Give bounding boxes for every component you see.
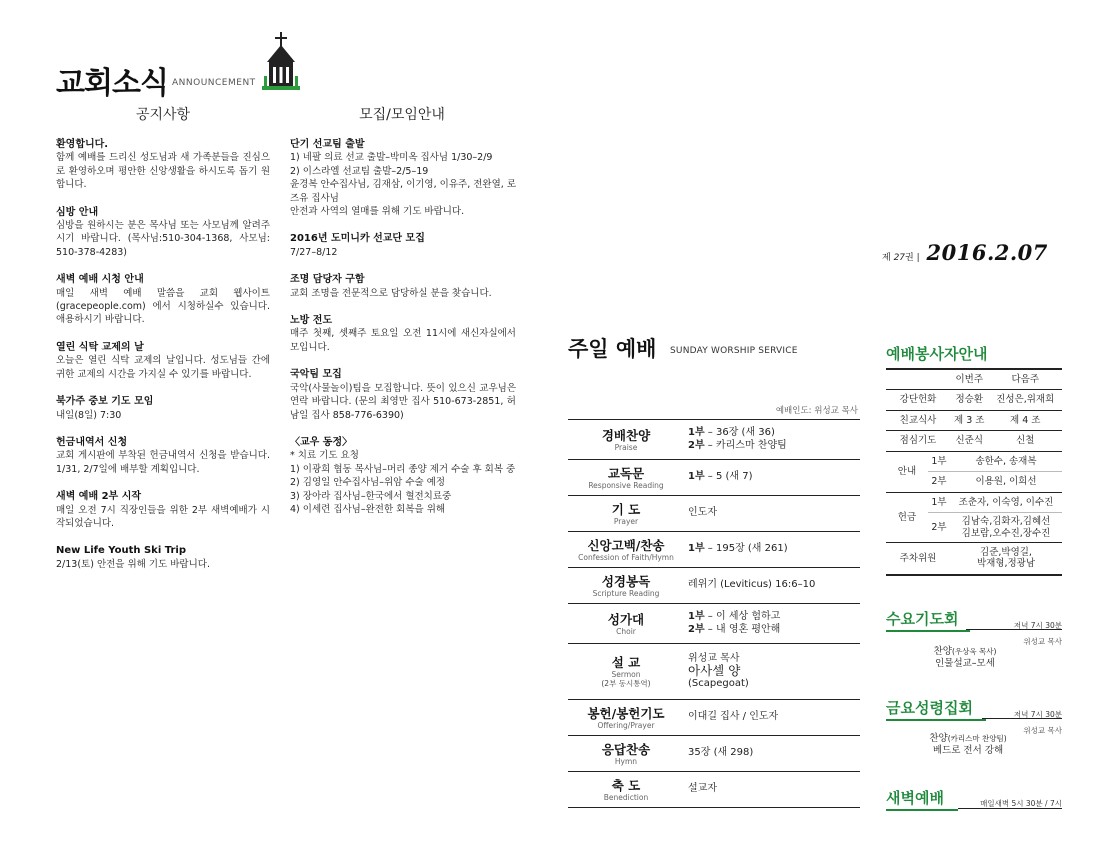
notice-body: 내일(8일) 7:30 xyxy=(56,409,122,421)
friday-program xyxy=(900,733,1036,757)
worship-leader: 예배인도: 위성교 목사 xyxy=(775,406,858,416)
volume-prefix: 제 xyxy=(882,253,891,263)
worship-row xyxy=(568,496,860,532)
role: 점심기도 xyxy=(886,431,950,452)
worship-row xyxy=(568,420,860,460)
worship-item-en: Praise xyxy=(614,442,638,452)
volume-suffix: 권 | xyxy=(905,253,920,263)
part-label: 1부 xyxy=(688,427,705,438)
notice-item xyxy=(56,395,270,422)
dawn-title xyxy=(886,787,944,808)
worship-detail: – 195장 (새 261) xyxy=(704,543,788,555)
worship-item-name: 성가대 xyxy=(607,611,645,627)
worship-detail: 이대길 집사 / 인도자 xyxy=(688,711,779,723)
col-next-week: 다음주 xyxy=(989,369,1062,390)
worship-item-name: 설 교 xyxy=(611,655,641,670)
notice-item xyxy=(56,490,270,530)
program-note: (카리스마 찬양팀) xyxy=(947,734,1007,743)
worship-item-name: 신앙고백/찬송 xyxy=(587,537,665,553)
part-label: 1부 xyxy=(688,471,705,483)
notice-title: 새벽 예배 2부 시작 xyxy=(56,491,142,503)
recruit-title: 〈교우 동정〉 xyxy=(290,436,353,448)
table-row xyxy=(886,369,1062,390)
recruit-item xyxy=(290,314,516,354)
names: 조춘자, 이숙영, 이수진 xyxy=(950,492,1062,513)
notice-body: 오늘은 열린 식탁 교제의 날입니다. 성도님들 간에 귀한 교제의 시간을 가지실 수 있기를 바랍니다. xyxy=(56,355,270,380)
worship-row xyxy=(568,736,860,772)
page-subtitle: ANNOUNCEMENT xyxy=(172,78,256,88)
sermon-title-en: (Scapegoat) xyxy=(688,677,749,689)
worship-detail: 레위기 (Leviticus) 16:6–10 xyxy=(688,579,816,591)
notice-body: 함께 예배를 드리신 성도님과 새 가족분들을 진심으로 환영하오며 평안한 신앙생활을 하시도록 돕기 원합니다. xyxy=(56,152,270,191)
notices-heading: 공지사항 xyxy=(135,107,191,123)
notice-body: 매일 새벽 예배 말씀을 교회 웹사이트 (gracepeople.com) 에서 시청하실수 있습니다. 애용하시기 바랍니다. xyxy=(56,287,270,326)
recruit-item xyxy=(290,436,516,516)
part-label: 1부 xyxy=(688,543,705,555)
notice-title: 심방 안내 xyxy=(56,206,99,218)
wednesday-time: 저녁 7시 30분 xyxy=(1013,621,1062,630)
worship-row xyxy=(568,532,860,568)
notice-title: New Life Youth Ski Trip xyxy=(56,545,186,557)
dawn-title-text: 새벽예배 xyxy=(886,789,944,807)
interpretation-note: (2부 동시통역) xyxy=(601,679,651,688)
worship-row xyxy=(568,604,860,644)
wednesday-program xyxy=(900,646,1030,670)
recruit-body: 국악(사물놀이)팀을 모집합니다. 뜻이 있으신 교우님은 연락 바랍니다. (문의 최영만 집사 510-673-2851, 허남일 집사 858-776-6390) xyxy=(290,382,516,421)
recruit-body: 7/27–8/12 xyxy=(290,246,338,258)
dawn-time: 매일새벽 5시 30분 / 7시 xyxy=(980,799,1062,808)
table-row xyxy=(886,410,1062,431)
program-label: 찬양 xyxy=(929,733,948,744)
worship-row xyxy=(568,772,860,808)
recruit-title: 노방 전도 xyxy=(290,315,333,327)
church-icon xyxy=(262,32,300,90)
preacher: 위성교 목사 xyxy=(688,652,740,664)
wednesday-leader: 위성교 목사 xyxy=(1023,637,1062,646)
role: 헌금 xyxy=(886,492,928,543)
recruit-item xyxy=(290,138,516,218)
wednesday-title xyxy=(886,608,958,629)
recruit-title: 국악팀 모집 xyxy=(290,369,342,381)
col-this-week: 이번주 xyxy=(950,369,989,390)
worship-detail: 인도자 xyxy=(688,507,717,519)
friday-title xyxy=(886,697,973,718)
part-label: 1부 xyxy=(688,611,705,622)
this-week: 신준식 xyxy=(950,431,989,452)
recruit-body: 매주 첫째, 셋째주 토요일 오전 11시에 새신자실에서 모입니다. xyxy=(290,328,516,353)
recruit-title: 단기 선교팀 출발 xyxy=(290,139,365,150)
notice-item xyxy=(56,138,270,192)
servers-table xyxy=(886,368,1062,576)
notice-title: 열린 식탁 교제의 날 xyxy=(56,341,144,353)
worship-item-name: 교독문 xyxy=(607,465,645,481)
program-note: (우상욱 목사) xyxy=(951,647,997,656)
worship-detail: – 5 (새 7) xyxy=(704,471,753,483)
notice-body: 2/13(토) 안전을 위해 기도 바랍니다. xyxy=(56,558,210,570)
notice-item xyxy=(56,544,270,571)
this-week: 제 3 조 xyxy=(950,410,989,431)
servers-title xyxy=(886,343,987,364)
notice-title: 환영합니다. xyxy=(56,139,109,150)
names: 이용원, 이희선 xyxy=(950,472,1062,493)
worship-row xyxy=(568,700,860,736)
worship-item-en: Scripture Reading xyxy=(592,588,660,598)
sermon-title: 아사셀 양 xyxy=(688,663,741,679)
friday-time: 저녁 7시 30분 xyxy=(1013,710,1062,719)
table-row xyxy=(886,431,1062,452)
volume-label xyxy=(882,240,1048,265)
recruit-item xyxy=(290,368,516,422)
worship-item-en: Prayer xyxy=(613,516,639,526)
program-line: 인물설교–모세 xyxy=(935,658,995,669)
worship-detail: – 내 영혼 평안해 xyxy=(704,623,781,635)
table-row xyxy=(886,543,1062,575)
names: 김남숙,김화자,김혜선 김보람,오수진,장수진 xyxy=(950,513,1062,543)
part-label: 2부 xyxy=(688,623,705,635)
worship-item-en: Responsive Reading xyxy=(588,480,664,490)
worship-row xyxy=(568,568,860,604)
recruit-body: * 치료 기도 요청 1) 이광희 협동 목사님–머리 종양 제거 수술 후 회복 중 2) 김영일 안수집사님–위암 수술 예정 3) 장아라 집사님–한국에서 혈전치료중 4) 이세련 집사님–완전한 회복을 위해 xyxy=(290,450,516,515)
issue-date: 2016.2.07 xyxy=(926,240,1048,265)
notices-column xyxy=(56,138,270,585)
title-rule xyxy=(886,630,970,632)
names: 송한수, 송재복 xyxy=(950,451,1062,472)
wednesday-title-text: 수요기도회 xyxy=(886,610,959,628)
worship-item-name: 봉헌/봉헌기도 xyxy=(587,705,665,721)
recruit-heading: 모집/모임안내 xyxy=(359,107,445,123)
worship-detail: 설교자 xyxy=(688,783,717,795)
volume-number: 27 xyxy=(893,253,906,263)
worship-item-name: 응답찬송 xyxy=(601,741,651,757)
notice-body: 교회 게시판에 부착된 헌금내역서 신청을 받습니다. 1/31, 2/7일에 배부할 계획입니다. xyxy=(56,450,270,475)
worship-item-en: Choir xyxy=(616,626,636,636)
recruit-body: 교회 조명을 전문적으로 담당하실 분을 찾습니다. xyxy=(290,287,492,299)
notice-body: 매일 오전 7시 직장인들을 위한 2부 새벽예배가 시작되었습니다. xyxy=(56,504,270,529)
recruit-body: 1) 네팔 의료 선교 출발–박미옥 집사님 1/30–2/9 2) 이스라엘 선교팀 출발–2/5–19 윤경복 안수집사님, 김재삼, 이기영, 이유주, 전완열, 로즈유 집사님 안전과 사역의 열매를 위해 기도 바랍니다. xyxy=(290,152,516,218)
worship-detail: – 36장 (새 36) xyxy=(704,427,775,438)
role: 강단헌화 xyxy=(886,390,950,411)
role: 주차위원 xyxy=(886,543,950,575)
worship-item-name: 기 도 xyxy=(611,501,641,517)
worship-row xyxy=(568,644,860,700)
recruit-column xyxy=(290,138,516,530)
worship-row xyxy=(568,460,860,496)
friday-leader: 위성교 목사 xyxy=(1023,726,1062,735)
title-rule xyxy=(886,809,958,811)
notice-title: 헌금내역서 신청 xyxy=(56,436,128,448)
notice-item xyxy=(56,341,270,381)
worship-order-table xyxy=(568,419,860,808)
names: 김준,박영길, 박재형,정광남 xyxy=(950,543,1062,575)
recruit-item xyxy=(290,232,516,259)
this-week: 정승환 xyxy=(950,390,989,411)
part-label: 2부 xyxy=(928,513,950,543)
worship-title: 주일 예배 xyxy=(568,337,657,361)
next-week: 제 4 조 xyxy=(989,410,1062,431)
worship-item-name: 경배찬양 xyxy=(601,427,651,443)
table-row xyxy=(886,390,1062,411)
next-week: 진성은,위재희 xyxy=(989,390,1062,411)
worship-item-en: Confession of Faith/Hymn xyxy=(578,552,674,562)
recruit-title: 조명 담당자 구함 xyxy=(290,274,365,286)
role: 안내 xyxy=(886,451,928,492)
worship-item-en: Offering/Prayer xyxy=(597,720,655,730)
table-row xyxy=(886,451,1062,472)
notice-item xyxy=(56,273,270,327)
role: 친교식사 xyxy=(886,410,950,431)
title-rule xyxy=(886,719,986,721)
notice-body: 심방을 원하시는 분은 목사님 또는 사모님께 알려주시기 바랍니다. (목사님:510-304-1368, 사모님: 510-378-4283) xyxy=(56,220,270,258)
worship-detail: – 이 세상 험하고 xyxy=(704,611,781,622)
worship-subtitle: SUNDAY WORSHIP SERVICE xyxy=(670,346,798,356)
servers-title-text: 예배봉사자안내 xyxy=(886,345,988,363)
friday-title-text: 금요성령집회 xyxy=(886,699,973,717)
worship-item-en: Hymn xyxy=(614,756,638,766)
part-label: 1부 xyxy=(928,451,950,472)
part-label: 1부 xyxy=(928,492,950,513)
page-title: 교회소식 xyxy=(56,66,168,101)
worship-item-en: Benediction xyxy=(603,792,649,802)
next-week: 신철 xyxy=(989,431,1062,452)
recruit-title: 2016년 도미니카 선교단 모집 xyxy=(290,233,425,245)
table-row xyxy=(886,492,1062,513)
notice-title: 새벽 예배 시청 안내 xyxy=(56,274,144,286)
worship-detail: 35장 (새 298) xyxy=(688,747,754,759)
program-label: 찬양 xyxy=(933,646,952,657)
part-label: 2부 xyxy=(688,439,705,451)
notice-item xyxy=(56,206,270,260)
worship-item-en: Sermon xyxy=(611,670,641,679)
notice-title: 북가주 중보 기도 모임 xyxy=(56,396,154,408)
worship-item-name: 축 도 xyxy=(611,777,641,793)
recruit-item xyxy=(290,273,516,300)
program-line: 베드로 전서 강해 xyxy=(932,745,1004,756)
worship-item-name: 성경봉독 xyxy=(601,573,651,589)
worship-detail: – 카리스마 찬양팀 xyxy=(704,439,787,451)
notice-item xyxy=(56,436,270,476)
part-label: 2부 xyxy=(928,472,950,493)
